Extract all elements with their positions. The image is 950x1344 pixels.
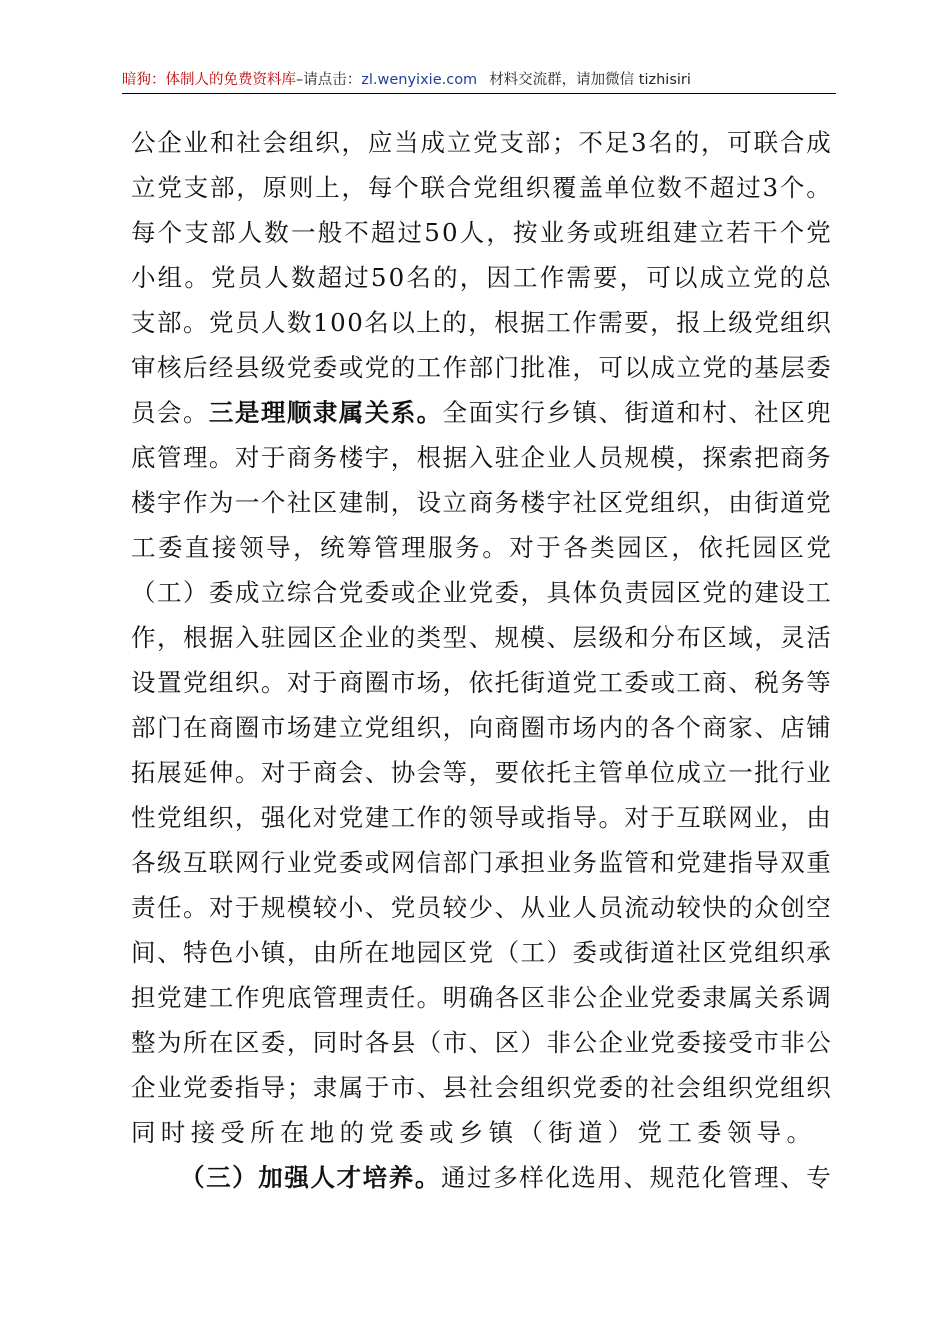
header-site-name[interactable]: 暗狗：体制人的免费资料库 <box>122 72 296 88</box>
text-line: 责 任 。 对 于 规 模 较 小 、 党 员 较 少 、 从 业 人 员 流 动 较 快 的 众 创 空 <box>131 893 831 922</box>
text-line: 担 党 建 工 作 兜 底 管 理 责 任 。 明 确 各 区 非 公 企 业 党 委 隶 属 关 系 调 <box>131 983 831 1012</box>
text-line: 设 置 党 组 织 。 对 于 商 圈 市 场 ， 依 托 街 道 党 工 委 或 工 商 、 税 务 等 <box>131 668 831 697</box>
text-line: 楼 宇 作 为 一 个 社 区 建 制 ， 设 立 商 务 楼 宇 社 区 党 组 织 ， 由 街 道 党 <box>131 488 831 517</box>
page-header <box>122 66 836 94</box>
text-line: 作 ， 根 据 入 驻 园 区 企 业 的 类 型 、 规 模 、 层 级 和 分 布 区 域 ， 灵 活 <box>131 623 831 652</box>
text-line: 每 个 支 部 人 数 一 般 不 超 过 5 0 人 ， 按 业 务 或 班 组 建 立 若 干 个 党 <box>131 218 831 247</box>
text-line: 间 、 特 色 小 镇 ， 由 所 在 地 园 区 党 （ 工 ） 委 或 街 道 社 区 党 组 织 承 <box>131 938 831 967</box>
text-line: 公 企 业 和 社 会 组 织 ， 应 当 成 立 党 支 部 ； 不 足 3 名 的 ， 可 联 合 成 <box>131 128 831 157</box>
text-line: （ 三 ） 加 强 人 才 培 养 。 通 过 多 样 化 选 用 、 规 范 化 管 理 、 专 <box>180 1163 831 1192</box>
text-line: 工 委 直 接 领 导 ， 统 筹 管 理 服 务 。 对 于 各 类 园 区 ， 依 托 园 区 党 <box>131 533 831 562</box>
body-text <box>131 124 831 1204</box>
text-line: 立 党 支 部 ， 原 则 上 ， 每 个 联 合 党 组 织 覆 盖 单 位 数 不 超 过 3 个 。 <box>131 173 831 202</box>
text-line: 性 党 组 织 ， 强 化 对 党 建 工 作 的 领 导 或 指 导 。 对 于 互 联 网 业 ， 由 <box>131 803 831 832</box>
text-line: 支 部 。 党 员 人 数 1 0 0 名 以 上 的 ， 根 据 工 作 需 要 ， 报 上 级 党 组 织 <box>131 308 831 337</box>
header-link-prompt: –请点击： <box>296 72 362 88</box>
text-line: 部 门 在 商 圈 市 场 建 立 党 组 织 ， 向 商 圈 市 场 内 的 各 个 商 家 、 店 铺 <box>131 713 831 742</box>
header-group-note: 材料交流群，请加微信 tizhisiri <box>489 72 691 88</box>
header-url-link[interactable]: zl.wenyixie.com <box>361 72 478 88</box>
text-line: （ 工 ） 委 成 立 综 合 党 委 或 企 业 党 委 ， 具 体 负 责 园 区 党 的 建 设 工 <box>131 578 831 607</box>
header-divider <box>122 93 836 94</box>
text-line: 小 组 。 党 员 人 数 超 过 5 0 名 的 ， 因 工 作 需 要 ， 可 以 成 立 党 的 总 <box>131 263 831 292</box>
text-line: 拓 展 延 伸 。 对 于 商 会 、 协 会 等 ， 要 依 托 主 管 单 位 成 立 一 批 行 业 <box>131 758 831 787</box>
text-line: 审 核 后 经 县 级 党 委 或 党 的 工 作 部 门 批 准 ， 可 以 成 立 党 的 基 层 委 <box>131 353 831 382</box>
text-line: 底 管 理 。 对 于 商 务 楼 宇 ， 根 据 入 驻 企 业 人 员 规 模 ， 探 索 把 商 务 <box>131 443 831 472</box>
text-line: 同 时 接 受 所 在 地 的 党 委 或 乡 镇 （ 街 道 ） 党 工 委 领 导 。 <box>131 1118 812 1147</box>
text-line: 各 级 互 联 网 行 业 党 委 或 网 信 部 门 承 担 业 务 监 管 和 党 建 指 导 双 重 <box>131 848 831 877</box>
text-line: 员 会 。 三 是 理 顺 隶 属 关 系 。 全 面 实 行 乡 镇 、 街 道 和 村 、 社 区 兜 <box>131 398 831 427</box>
text-line: 企 业 党 委 指 导 ； 隶 属 于 市 、 县 社 会 组 织 党 委 的 社 会 组 织 党 组 织 <box>131 1073 831 1102</box>
text-line: 整 为 所 在 区 委 ， 同 时 各 县 （ 市 、 区 ） 非 公 企 业 党 委 接 受 市 非 公 <box>131 1028 831 1057</box>
